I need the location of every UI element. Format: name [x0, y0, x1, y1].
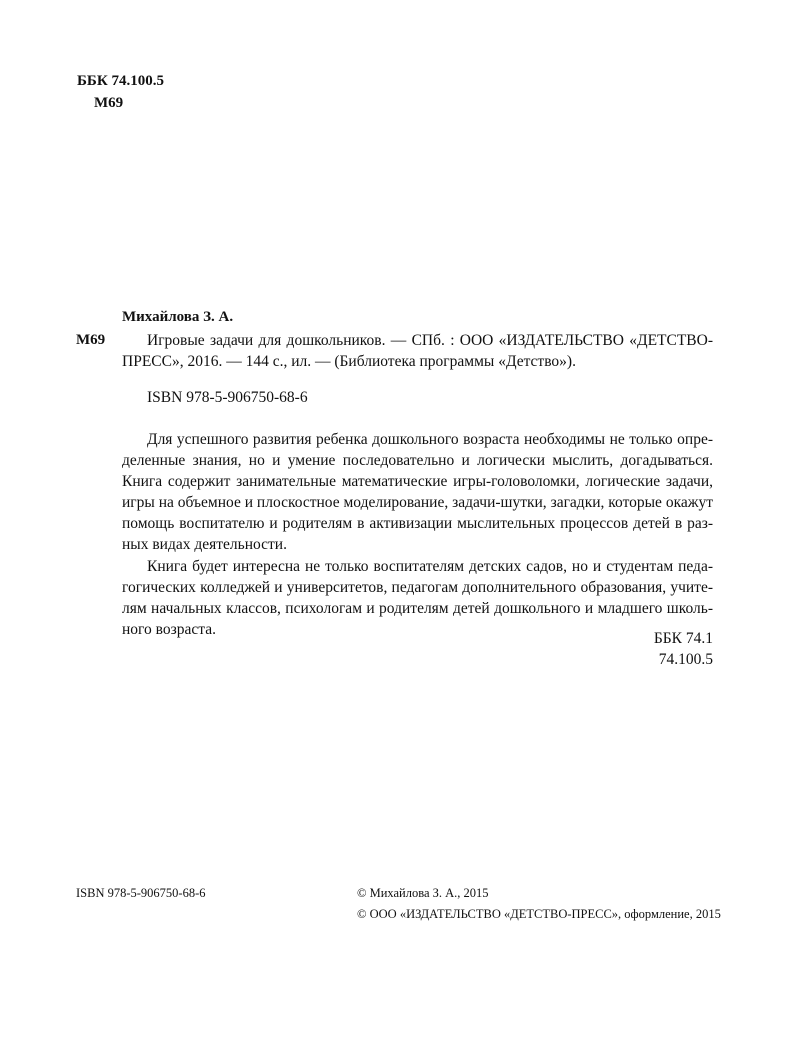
bbk-classification-2: 74.100.5 — [658, 651, 713, 668]
bbk-classification-1: ББК 74.1 — [653, 630, 713, 647]
author-sign-header: М69 — [94, 95, 124, 111]
annotation-line: гогических колледжей и университетов, педагогам дополнительного образования, учите- — [122, 579, 713, 596]
annotation-line: лям начальных классов, психологам и родителям детей дошкольного и младшего школь- — [122, 600, 713, 617]
catalog-isbn: ISBN 978-5-906750-68-6 — [147, 389, 308, 406]
annotation-line: Книга будет интересна не только воспитателям детских садов, но и студентам педа- — [147, 558, 713, 575]
footer-isbn: ISBN 978-5-906750-68-6 — [76, 886, 206, 900]
annotation-line: Для успешного развития ребенка дошкольного возраста необходимы не только опре- — [147, 431, 713, 448]
bbk-header: ББК 74.100.5 — [77, 73, 164, 89]
annotation-line: Книга содержит занимательные математические игры-головоломки, логические задачи, — [122, 473, 713, 490]
annotation-line: игры на объемное и плоскостное моделирование, задачи-шутки, загадки, которые окажут — [122, 494, 713, 511]
annotation-line: ного возраста. — [122, 621, 216, 638]
annotation-line: деленные знания, но и умение последовательно и логически мыслить, догадываться. — [122, 452, 713, 469]
author-sign: М69 — [76, 332, 106, 348]
annotation-line: помощь воспитателю и родителям в активизации мыслительных процессов детей в раз- — [122, 515, 713, 532]
title-line-1: Игровые задачи для дошкольников. — СПб. : ООО «ИЗДАТЕЛЬСТВО «ДЕТСТВО- — [147, 332, 713, 349]
title-line-2: ПРЕСС», 2016. — 144 с., ил. — (Библиотека программы «Детство»). — [122, 353, 576, 370]
author-name: Михайлова З. А. — [122, 309, 234, 325]
copyright-author: © Михайлова З. А., 2015 — [357, 886, 489, 900]
copyright-publisher: © ООО «ИЗДАТЕЛЬСТВО «ДЕТСТВО-ПРЕСС», оформление, 2015 — [357, 907, 721, 921]
annotation-line: ных видах деятельности. — [122, 536, 287, 553]
